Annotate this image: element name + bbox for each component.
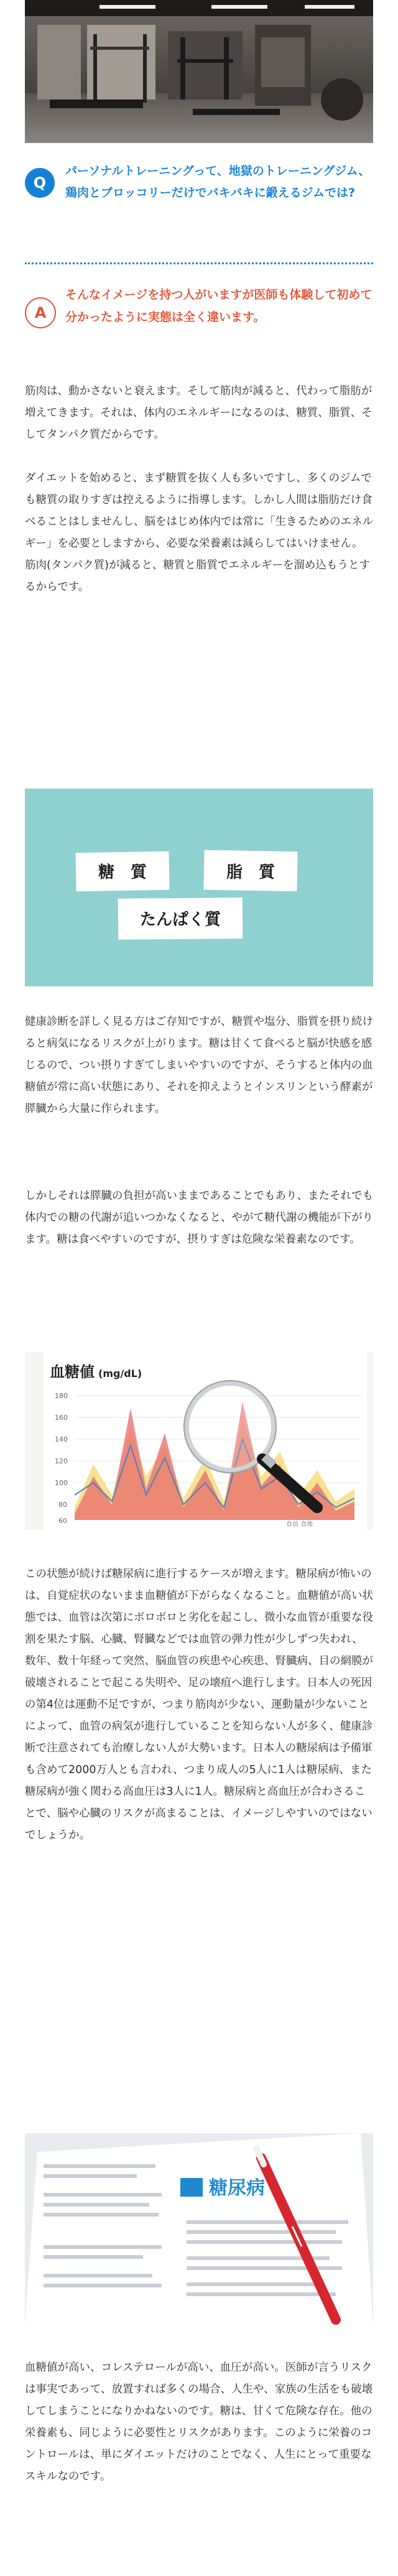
tick-label: 100 bbox=[55, 1479, 68, 1487]
paragraph-diet: ダイエットを始めると、まず糖質を抜く人も多いですし、多くのジムでも糖質の取りすぎは控えるように指導します。しかし人間は脂肪だけ食べることはしませんし、脳をはじめ体内では常に「生きるためのエネルギー」を必要としますから、必要な栄養素は減らしてはいけません。筋肉(タンパク質)が減ると、糖質と脂質でエネルギーを溜め込もうとするからです。 bbox=[25, 472, 373, 593]
chart-footnote: 食前 食後 bbox=[286, 1521, 313, 1528]
question-text: パーソナルトレーニングって、地獄のトレーニングジム、鶏肉とブロッコリーだけでバキバキに鍛えるジムでは? bbox=[65, 164, 371, 200]
blood-sugar-photo bbox=[25, 1352, 373, 1530]
paragraph-health-check: 健康診断を詳しく見る方はご存知ですが、糖質や塩分、脂質を摂り続けると病気になるリスクが上がります。糖は甘くて食べると脳が快感を感じるので、つい摂りすぎてしまいやすいのですが、そうすると体内の血糖値が常に高い状態にあり、それを抑えようとインスリンという酵素が膵臓から大量に作られます。 bbox=[25, 1016, 373, 1115]
tick-label: 140 bbox=[55, 1435, 68, 1443]
document-heading: 糖尿病 bbox=[209, 2177, 265, 2199]
answer-badge: A bbox=[25, 297, 56, 328]
diabetes-document-photo bbox=[25, 2133, 373, 2326]
paragraph-pancreas: しかしそれは膵臓の負担が高いままであることでもあり、またそれでも体内での糖の代謝が追いつかなくなると、やがて糖代謝の機能が下がります。糖は食べやすいのですが、摂りすぎは危険な栄養素なのです。 bbox=[25, 1190, 373, 1246]
card-protein: たんぱく質 bbox=[139, 910, 221, 929]
tick-label: 180 bbox=[55, 1392, 68, 1400]
qa-divider bbox=[25, 262, 373, 264]
card-carbohydrate: 糖 質 bbox=[98, 863, 147, 882]
chart-unit: (mg/dL) bbox=[98, 1368, 142, 1379]
tick-label: 120 bbox=[55, 1457, 68, 1465]
chart-title: 血糖値 bbox=[50, 1363, 95, 1381]
paragraph-muscle: 筋肉は、動かさないと衰えます。そして筋肉が減ると、代わって脂肪が増えてきます。それは、体内のエネルギーになるのは、糖質、脂質、そしてタンパク質だからです。 bbox=[25, 385, 373, 441]
paragraph-diabetes: この状態が続けば糖尿病に進行するケースが増えます。糖尿病が怖いのは、自覚症状のないまま血糖値が下がらなくなること。血糖値が高い状態では、血管は次第にボロボロと劣化を起こし、微小な血管が重要な役割を果たす脳、心臓、腎臓などでは血管の弾力性が少しずつ失われ、数年、数十年経って突然、脳血管の疾患や心疾患、腎臓病、目の網膜が破壊されることで起こる失明や、足の壊疽へ進行します。日本人の死因の第4位は運動不足ですが、つまり筋肉が少ない、運動量が少ないことによって、血管の病気が進行していることを知らない人が多く、健康診断で注意されても治療しない人が大勢います。日本人の糖尿病は予備軍も含めて2000万人とも言われ、つまり成人の5人に1人は糖尿病、また糖尿病が強く関わる高血圧は3人に1人。糖尿病と高血圧が合わさることで、脳や心臓のリスクが高まることは、イメージしやすいのではないでしょうか。 bbox=[25, 1568, 373, 1842]
tick-label: 160 bbox=[55, 1414, 68, 1422]
paragraph-risk: 血糖値が高い、コレステロールが高い、血圧が高い。医師が言うリスクは事実であって、放置すれば多くの場合、人生や、家族の生活をも破壊してしまうことになりかねないのです。糖は、甘くて危険な存在。他の栄養素も、同じように必要性とリスクがあります。このように栄養のコントロールは、単にダイエットだけのことでなく、人生にとって重要なスキルなのです。 bbox=[25, 2361, 373, 2483]
card-fat: 脂 質 bbox=[226, 863, 275, 882]
question-badge: Q bbox=[25, 168, 55, 198]
gym-photo bbox=[25, 0, 373, 143]
answer-text: そんなイメージを持つ人がいますが医師も体験して初めて分かったように実態は全く違います。 bbox=[65, 288, 373, 324]
tick-label: 60 bbox=[58, 1517, 67, 1525]
nutrient-cards-photo bbox=[25, 789, 373, 986]
tick-label: 80 bbox=[58, 1501, 67, 1509]
